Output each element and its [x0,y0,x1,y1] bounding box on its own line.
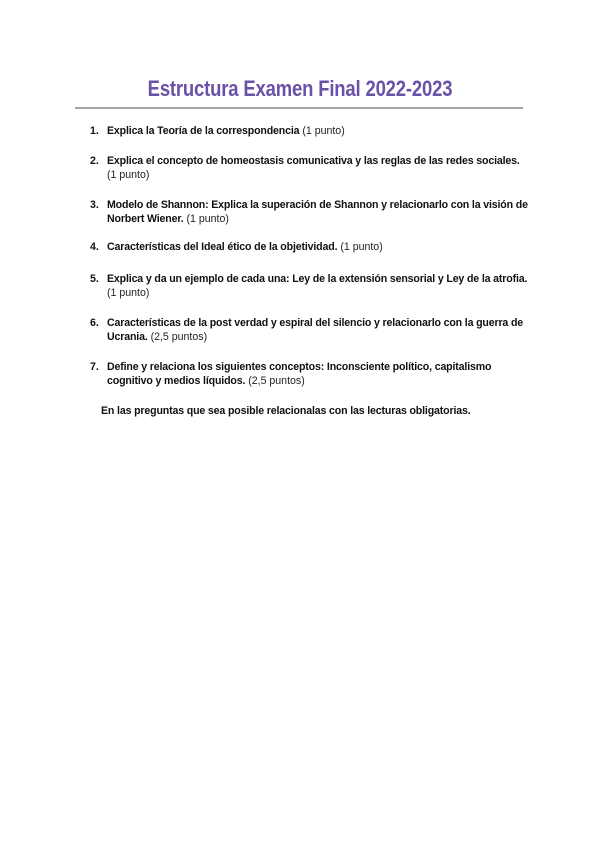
question-item [90,240,530,254]
question-number: 7. [90,361,99,373]
question-points: (1 punto) [302,125,345,137]
readings-note: En las preguntas que sea posible relacionalas con las lecturas obligatorias. [101,405,471,417]
question-text: Características de la post verdad y espiral del silencio y relacionarlo con la guerra de Ucrania. [107,317,524,343]
question-text: Explica la Teoría de la correspondencia [107,125,300,137]
question-text: Explica el concepto de homeostasis comunicativa y las reglas de las redes sociales. [107,155,520,167]
question-item [90,360,530,388]
question-item [90,198,530,226]
question-item [90,154,530,182]
question-number: 1. [90,125,99,137]
question-text: Modelo de Shannon: Explica la superación de Shannon y relacionarlo con la visión de Norbert Wiener. [107,199,528,225]
question-item [90,316,530,344]
question-points: (2,5 puntos) [150,331,208,343]
question-points: (1 punto) [186,213,229,225]
question-number: 4. [90,241,99,253]
question-points: (1 punto) [340,241,383,253]
question-text: Explica y da un ejemplo de cada una: Ley de la extensión sensorial y Ley de la atrofia. [107,273,528,285]
question-number: 6. [90,317,99,329]
question-number: 3. [90,199,99,211]
question-item [90,124,530,138]
question-number: 2. [90,155,99,167]
title-divider [75,107,523,109]
document-title: Estructura Examen Final 2022-2023 [147,76,453,101]
question-item [90,272,530,300]
question-points: (1 punto) [107,287,150,299]
question-points: (1 punto) [107,169,150,181]
question-points: (2,5 puntos) [248,375,305,387]
question-number: 5. [90,273,99,285]
question-text: Características del Ideal ético de la objetividad. [107,241,338,253]
question-text: Define y relaciona los siguientes conceptos: Inconsciente político, capitalismo cognitivo y medios líquidos. [107,361,492,387]
